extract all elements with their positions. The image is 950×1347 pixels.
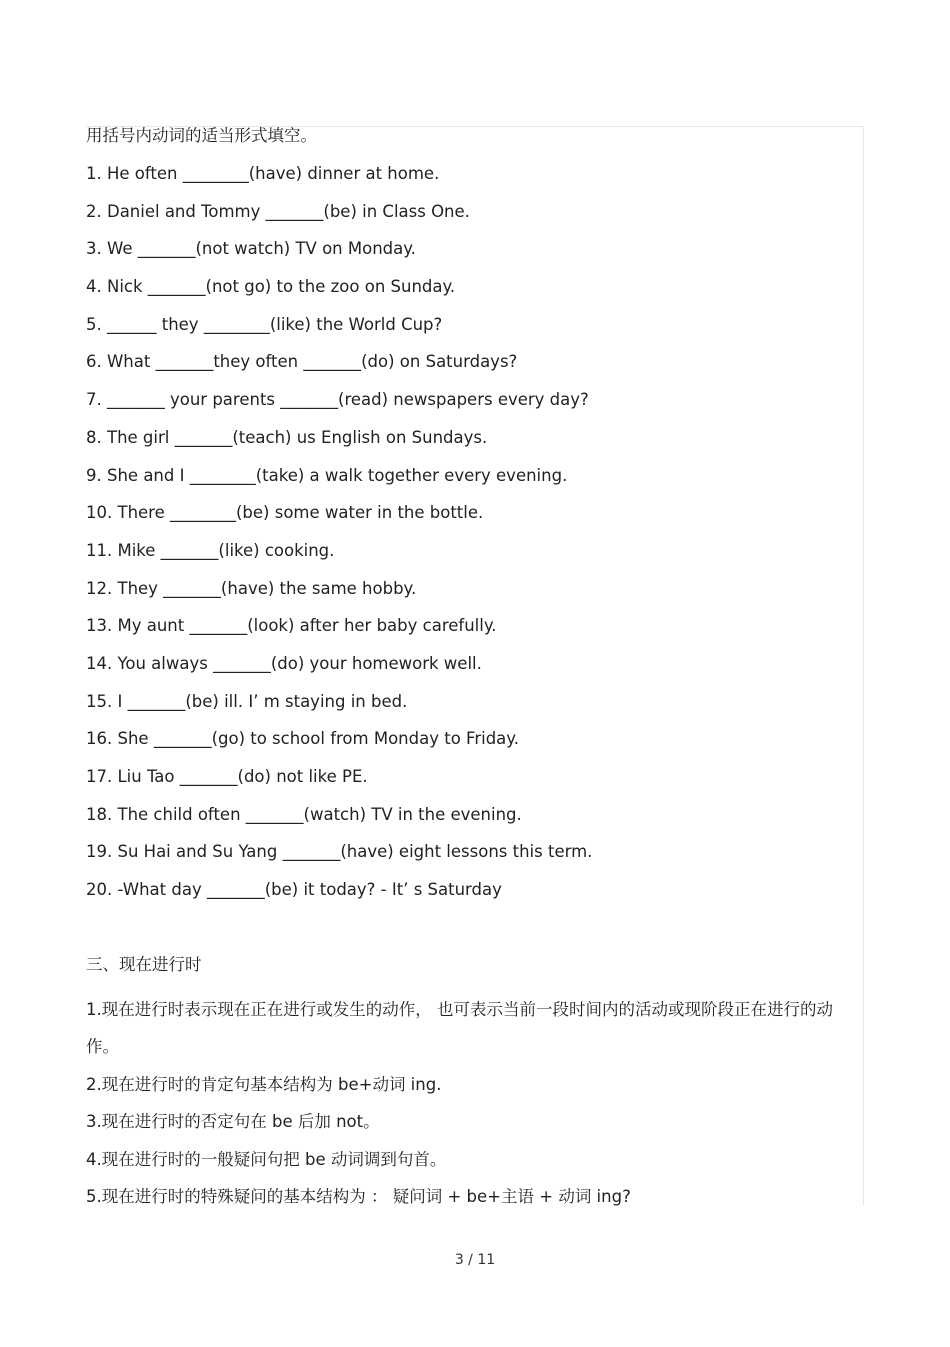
section-title: 三、现在进行时 — [86, 954, 202, 974]
exercise-item: 10. There ________(be) some water in the bottle. — [86, 503, 484, 523]
exercise-item: 11. Mike _______(like) cooking. — [86, 540, 335, 560]
exercise-item: 18. The child often _______(watch) TV in the evening. — [86, 804, 522, 824]
exercise-item: 12. They _______(have) the same hobby. — [86, 578, 417, 598]
page-number: 3 / 11 — [454, 1252, 496, 1268]
document-body — [86, 124, 856, 1216]
exercise-instruction: 用括号内动词的适当形式填空。 — [86, 126, 317, 145]
exercise-item: 5. ______ they ________(like) the World Cup? — [86, 314, 443, 334]
section-spacer — [86, 916, 856, 953]
exercise-item: 15. I _______(be) ill. I’ m staying in bed. — [86, 691, 408, 711]
exercise-item: 3. We _______(not watch) TV on Monday. — [86, 239, 416, 259]
exercise-item: 20. -What day _______(be) it today? - It’ s Saturday — [86, 880, 502, 900]
grammar-point: 3.现在进行时的否定句在 be 后加 not。 — [86, 1112, 380, 1132]
grammar-point: 5.现在进行时的特殊疑问的基本结构为 ： 疑问词 + be+主语 + 动词 ing? — [86, 1187, 631, 1207]
exercise-item: 9. She and I ________(take) a walk together every evening. — [86, 465, 568, 485]
exercise-item: 17. Liu Tao _______(do) not like PE. — [86, 767, 368, 786]
exercise-item: 6. What _______they often _______(do) on Saturdays? — [86, 352, 518, 372]
exercise-item: 2. Daniel and Tommy _______(be) in Class One. — [86, 201, 470, 221]
exercise-item: 14. You always _______(do) your homework well. — [86, 653, 482, 673]
exercise-item: 8. The girl _______(teach) us English on Sundays. — [86, 427, 488, 447]
grammar-point: 4.现在进行时的一般疑问句把 be 动词调到句首。 — [86, 1149, 447, 1169]
exercise-item: 4. Nick _______(not go) to the zoo on Sunday. — [86, 277, 456, 297]
exercise-item: 19. Su Hai and Su Yang _______(have) eight lessons this term. — [86, 842, 593, 862]
exercise-item: 7. _______ your parents _______(read) newspapers every day? — [86, 390, 589, 410]
exercise-item: 13. My aunt _______(look) after her baby carefully. — [86, 616, 497, 636]
exercise-item: 1. He often ________(have) dinner at home. — [86, 164, 440, 183]
exercise-item: 16. She _______(go) to school from Monday to Friday. — [86, 729, 519, 749]
grammar-point: 1.现在进行时表示现在正在进行或发生的动作， 也可表示当前一段时间内的活动或现阶段正在进行的动作。 — [86, 999, 833, 1057]
grammar-point: 2.现在进行时的肯定句基本结构为 be+动词 ing. — [86, 1074, 442, 1094]
